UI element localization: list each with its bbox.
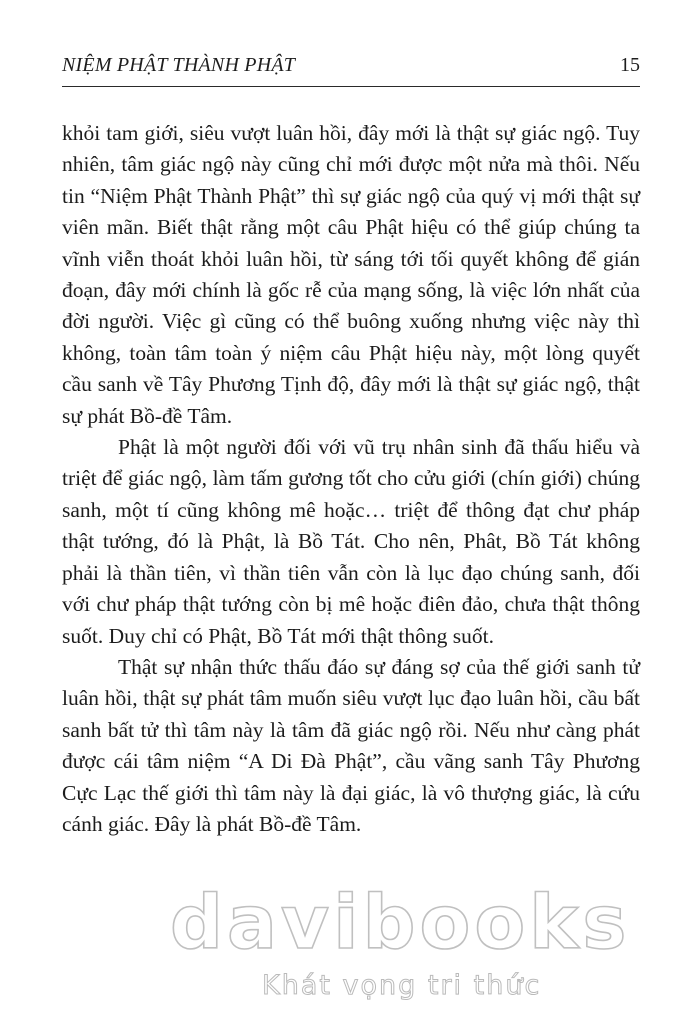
body-text [62, 118, 640, 840]
paragraph-1: khỏi tam giới, siêu vượt luân hồi, đây mới là thật sự giác ngộ. Tuy nhiên, tâm giác ngộ này cũng chỉ mới được một nửa mà thôi. Nếu tin “Niệm Phật Thành Phật” thì sự giác ngộ của quý vị mới thật sự viên mãn. Biết thật rằng một câu Phật hiệu có thể giúp chúng ta vĩnh viễn thoát khỏi luân hồi, từ sáng tới tối quyết không để gián đoạn, đây mới chính là gốc rễ của mạng sống, là việc lớn nhất của đời người. Việc gì cũng có thể buông xuống nhưng việc này thì không, toàn tâm toàn ý niệm câu Phật hiệu này, một lòng quyết cầu sanh về Tây Phương Tịnh độ, đây mới là thật sự giác ngộ, thật sự phát Bồ-đề Tâm. [62, 121, 640, 428]
publisher-watermark [0, 880, 700, 1010]
chapter-title: NIỆM PHẬT THÀNH PHẬT [62, 54, 296, 76]
watermark-slogan: Khát vọng tri thức [262, 970, 542, 1001]
running-header [62, 52, 640, 87]
page-number: 15 [620, 54, 640, 76]
watermark-brand: davibooks [170, 880, 631, 966]
paragraph-3: Thật sự nhận thức thấu đáo sự đáng sợ của thế giới sanh tử luân hồi, thật sự phát tâm muốn siêu vượt lục đạo luân hồi, cầu bất sanh bất tử thì tâm này là tâm đã giác ngộ rồi. Nếu như càng phát được cái tâm niệm “A Di Đà Phật”, cầu vãng sanh Tây Phương Cực Lạc thế giới thì tâm này là đại giác, là vô thượng giác, là cứu cánh giác. Đây là phát Bồ-đề Tâm. [62, 654, 640, 836]
paragraph-2: Phật là một người đối với vũ trụ nhân sinh đã thấu hiểu và triệt để giác ngộ, làm tấm gương tốt cho cửu giới (chín giới) chúng sanh, một tí cũng không mê hoặc… triệt để thông đạt chư pháp thật tướng, đó là Phật, là Bồ Tát. Cho nên, Phât, Bồ Tát không phải là thần tiên, vì thần tiên vẫn còn là lục đạo chúng sanh, đối với chư pháp thật tướng còn bị mê hoặc điên đảo, chưa thật thông suốt. Duy chỉ có Phật, Bồ Tát mới thật thông suốt. [62, 435, 640, 648]
